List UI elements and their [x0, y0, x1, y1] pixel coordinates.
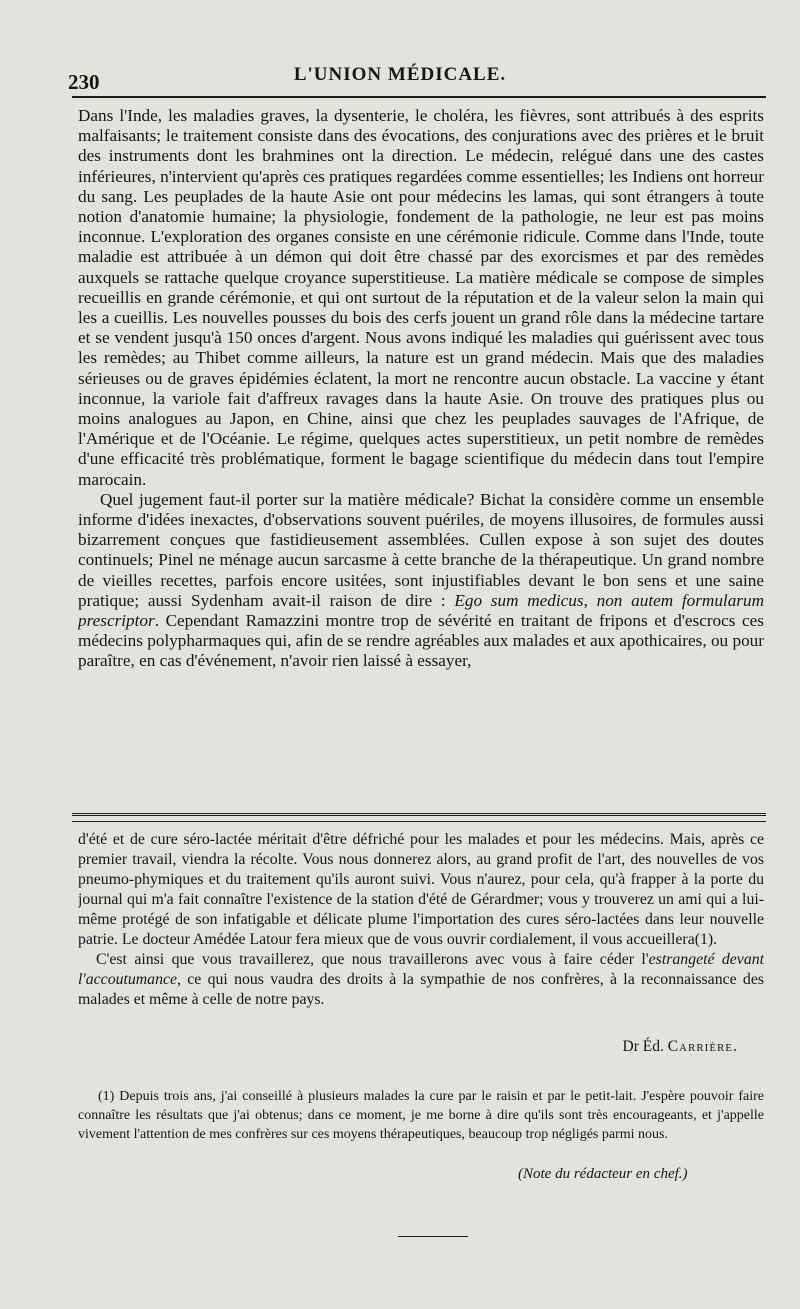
end-rule: [398, 1236, 468, 1237]
italic-phrase: estrangeté devant l'accoutumance: [78, 951, 764, 988]
paragraph-conclusion: [78, 950, 764, 1010]
paragraph-text: C'est ainsi que vous travaillerez, que nous travaillerons avec vous à faire céder l': [96, 951, 649, 968]
editor-note: (Note du rédacteur en chef.): [518, 1166, 688, 1182]
page-number: 230: [68, 70, 100, 94]
section-rule: [72, 821, 766, 822]
signature-name: Carrière.: [667, 1038, 738, 1055]
paragraph-jugement-matiere-medicale: [78, 490, 764, 672]
paragraph-cure-sero-lactee: d'été et de cure séro-lactée méritait d'être défriché pour les malades et pour les médecins. Mais, après ce premier travail, viendra la récolte. Vous nous donnerez alors, au grand profit de l'art, des nouvelles de vos pneumo-phymiques et du traitement qu'ils auront suivi. Vous n'aurez, pour cela, qu'à frapper à la porte du journal qui m'a fait connaître l'existence de la station d'été de Gérardmer; vous y trouverez un ami qui a lui-même protégé de son infatigable et délicate plume l'importation des cures séro-lactées dans leur nouvelle patrie. Le docteur Amédée Latour fera mieux que de vous ouvrir cordialement, il vous accueillera(1).: [78, 831, 764, 948]
running-header: [0, 58, 800, 98]
footnote: [78, 1087, 764, 1144]
journal-title: L'UNION MÉDICALE.: [293, 64, 507, 85]
paragraph-medecine-asie: Dans l'Inde, les maladies graves, la dysenterie, le choléra, les fièvres, sont attribués à des esprits malfaisants; le traitement consiste dans des évocations, des conjurations avec des prières et le bruit des instruments dont les brahmines ont la direction. Le médecin, relégué dans une des castes inférieures, n'intervient qu'après ces pratiques regardées comme essentielles; les Indiens ont horreur du sang. Les peuplades de la haute Asie ont pour médecins les lamas, qui sont étrangers à toute notion d'anatomie humaine; la physiologie, fondement de la pathologie, ne leur est pas moins inconnue. L'exploration des organes consiste en une cérémonie ridicule. Comme dans l'Inde, toute maladie est attribuée à un démon qui doit être chassé par des exorcismes et par des remèdes auxquels se rattache quelque croyance superstitieuse. La matière médicale se compose de simples recueillis en grande cérémonie, et qui ont surtout de la réputation et de la valeur selon la main qui les a cueillis. Les nouvelles pousses du bois des cerfs jouent un grand rôle dans la médecine tartare et se vendent jusqu'à 150 onces d'argent. Nous avons indiqué les maladies qui guérissent avec tous les remèdes; au Thibet comme ailleurs, la nature est un grand médecin. Mais que des maladies sérieuses ou de graves épidémies éclatent, la mort ne rencontre aucun obstacle. La vaccine y étant inconnue, la variole fait d'affreux ravages dans la haute Asie. On trouve des pratiques plus ou moins analogues au Japon, en Chine, ainsi que chez les peuplades sauvages de l'Afrique, de l'Amérique et de l'Océanie. Le régime, quelques actes superstitieux, un petit nombre de remèdes d'une efficacité très problématique, forment le bagage scientifique du médecin dans tout l'empire marocain.: [78, 106, 764, 489]
paragraph-text-continued: . Cependant Ramazzini montre trop de sévérité en traitant de fripons et d'escrocs ces médecins polypharmaques qui, afin de se rendre agréables aux malades et aux apothicaires, ou pour paraître, en cas d'événement, n'avoir rien laissé à essayer,: [78, 611, 764, 671]
header-rule: [72, 96, 766, 98]
section-double-rule: [72, 813, 766, 818]
footnote-text: (1) Depuis trois ans, j'ai conseillé à plusieurs malades la cure par le raisin et par le petit-lait. J'espère pouvoir faire connaître les résultats que j'ai obtenus; dans ce moment, je me borne à dire qu'ils sont très encourageants, et j'appelle vivement l'attention de mes confrères sur ces moyens thérapeutiques, beaucoup trop négligés parmi nous.: [78, 1089, 764, 1142]
paragraph-text-continued: , ce qui nous vaudra des droits à la sympathie de nos confrères, à la reconnaissance des malades et même à celle de notre pays.: [78, 971, 764, 1008]
latin-quotation: Ego sum medicus, non autem formularum prescriptor: [78, 590, 764, 631]
paragraph-text: Quel jugement faut-il porter sur la matière médicale? Bichat la considère comme un ensemble informe d'idées inexactes, d'observations souvent puériles, de moyens illusoires, de formules aussi bizarrement conçues que fastidieusement assemblées. Cullen expose à son sujet des doutes continuels; Pinel ne ménage aucun sarcasme à cette branche de la thérapeutique. Un grand nombre de vieilles recettes, parfois encore usitées, sont injustifiables devant le bon sens et une saine pratique; aussi Sydenham avait-il raison de dire :: [78, 489, 764, 610]
signature-prefix: Dr Éd.: [622, 1038, 664, 1055]
author-signature: [623, 1038, 738, 1056]
main-article-text: [78, 106, 764, 811]
